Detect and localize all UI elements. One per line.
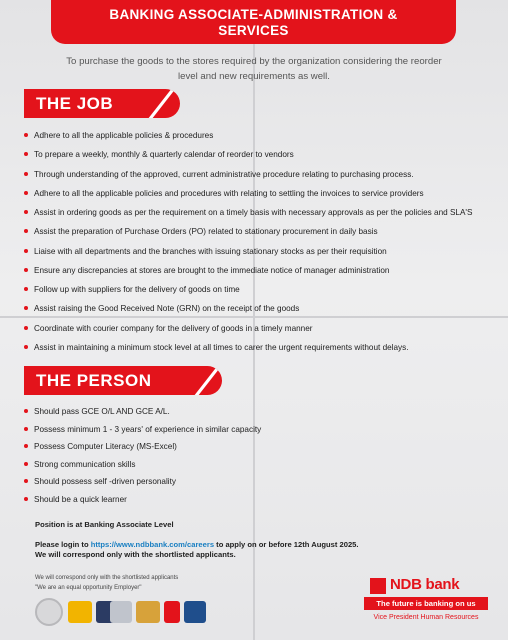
award-badge-icon xyxy=(68,601,92,623)
list-item-text: Coordinate with courier company for the delivery of goods in a timely manner xyxy=(34,323,313,333)
list-item-text: Follow up with suppliers for the delivery of goods on time xyxy=(34,285,240,294)
list-item xyxy=(24,226,494,245)
brand-name: NDB bank xyxy=(390,576,460,593)
list-item-text: Should pass GCE O/L AND GCE A/L. xyxy=(34,407,170,416)
bullet-icon xyxy=(24,427,28,431)
apply-suffix: to apply on or before 12th August 2025. xyxy=(214,540,359,549)
job-summary xyxy=(40,54,468,84)
signatory-title: Vice President Human Resources xyxy=(373,614,479,621)
list-item xyxy=(24,149,494,168)
list-item-text: Should possess self -driven personality xyxy=(34,477,176,486)
list-item-text: Adhere to all the applicable policies and procedures with relating to settling the invoices to service providers xyxy=(34,188,424,198)
bullet-icon xyxy=(24,306,28,310)
job-summary-line-2: level and new requirements as well. xyxy=(178,71,330,82)
apply-instructions xyxy=(35,540,359,549)
apply-prefix: Please login to xyxy=(35,540,91,549)
list-item-text: Should be a quick learner xyxy=(34,494,127,504)
bullet-icon xyxy=(24,172,28,176)
award-badge-icon xyxy=(164,601,180,623)
slash-decoration xyxy=(195,366,222,395)
job-responsibilities-list xyxy=(24,130,494,361)
section-the-person-header xyxy=(24,366,222,395)
list-item xyxy=(24,424,494,442)
footer-shortlist-note: We will correspond only with the shortlisted applicants xyxy=(35,575,179,581)
person-requirements-list xyxy=(24,406,494,511)
bullet-icon xyxy=(24,191,28,195)
list-item xyxy=(24,246,494,265)
bullet-icon xyxy=(24,497,28,501)
list-item-text: Strong communication skills xyxy=(34,459,136,469)
ndb-bank-logo xyxy=(364,576,488,612)
bullet-icon xyxy=(24,345,28,349)
list-item xyxy=(24,342,494,361)
list-item xyxy=(24,494,494,512)
brand-tagline: The future is banking on us xyxy=(364,597,488,610)
list-item-text: Liaise with all departments and the branches with issuing stationary stocks as per their requisition xyxy=(34,246,387,256)
list-item xyxy=(24,303,494,322)
ndb-logo-icon xyxy=(370,578,386,594)
bullet-icon xyxy=(24,133,28,137)
list-item-text: Possess minimum 1 - 3 years' of experience in similar capacity xyxy=(34,424,262,434)
bullet-icon xyxy=(24,287,28,291)
equal-opportunity-note: "We are an equal opportunity Employer" xyxy=(35,585,142,591)
list-item-text: Assist in maintaining a minimum stock level at all times to carer the urgent requirements without delays. xyxy=(34,342,409,352)
list-item xyxy=(24,406,494,424)
list-item-text: Assist raising the Good Received Note (GRN) on the receipt of the goods xyxy=(34,304,300,314)
shortlist-note: We will correspond only with the shortlisted applicants. xyxy=(35,550,236,559)
list-item-text: To prepare a weekly, monthly & quarterly calendar of reorder to vendors xyxy=(34,150,294,160)
award-badge-icon xyxy=(184,601,206,623)
list-item xyxy=(24,207,494,226)
list-item-text: Assist in ordering goods as per the requirement on a timely basis with necessary approvals as per the policies and SLA'S xyxy=(34,208,473,217)
list-item xyxy=(24,323,494,342)
award-badge-icon xyxy=(136,601,160,623)
list-item xyxy=(24,188,494,207)
list-item-text: Ensure any discrepancies at stores are brought to the immediate notice of manager administration xyxy=(34,265,390,275)
bullet-icon xyxy=(24,210,28,214)
careers-link[interactable]: https://www.ndbbank.com/careers xyxy=(90,540,215,549)
slash-decoration xyxy=(149,89,176,118)
position-level-note: Position is at Banking Associate Level xyxy=(35,520,174,529)
bullet-icon xyxy=(24,409,28,413)
section-the-job-title: THE JOB xyxy=(36,94,114,113)
logo-mark xyxy=(364,576,488,596)
list-item xyxy=(24,441,494,459)
bullet-icon xyxy=(24,479,28,483)
bullet-icon xyxy=(24,152,28,156)
list-item xyxy=(24,169,494,188)
bullet-icon xyxy=(24,249,28,253)
bullet-icon xyxy=(24,462,28,466)
job-title-banner xyxy=(51,0,456,44)
award-badge-icon xyxy=(110,601,132,623)
list-item-text: Possess Computer Literacy (MS-Excel) xyxy=(34,442,177,451)
job-title-line-2: SERVICES xyxy=(218,23,289,38)
bullet-icon xyxy=(24,326,28,330)
award-seal-icon xyxy=(35,598,63,626)
bullet-icon xyxy=(24,268,28,272)
list-item xyxy=(24,284,494,303)
section-the-job-header xyxy=(24,89,180,118)
section-the-person-title: THE PERSON xyxy=(36,371,152,390)
list-item-text: Through understanding of the approved, current administrative procedure relating to purchasing process. xyxy=(34,169,414,179)
list-item xyxy=(24,459,494,477)
job-title-line-1: BANKING ASSOCIATE-ADMINISTRATION & xyxy=(109,7,398,22)
job-summary-line-1: To purchase the goods to the stores required by the organization considering the reorder xyxy=(66,56,442,67)
list-item xyxy=(24,476,494,494)
bullet-icon xyxy=(24,229,28,233)
list-item xyxy=(24,130,494,149)
bullet-icon xyxy=(24,444,28,448)
list-item-text: Adhere to all the applicable policies & procedures xyxy=(34,131,214,140)
list-item-text: Assist the preparation of Purchase Orders (PO) related to stationary procurement in daily basis xyxy=(34,227,378,237)
list-item xyxy=(24,265,494,284)
